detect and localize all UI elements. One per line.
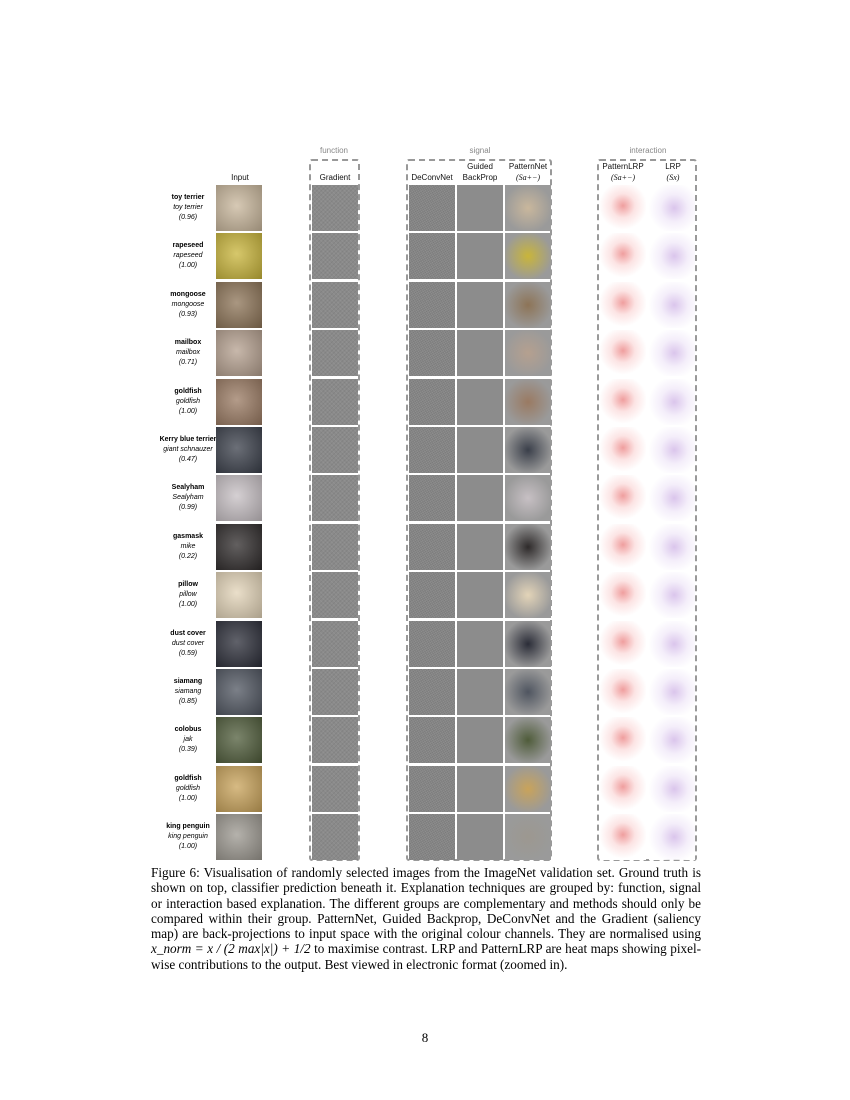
patternlrp-heatmap [600, 233, 646, 279]
deconvnet-map [409, 766, 455, 812]
prediction-label: toy terrier [173, 204, 203, 211]
column-header-deconvnet: DeConvNet [411, 173, 453, 182]
lrp-heatmap [649, 766, 695, 812]
gradient-map [312, 282, 358, 328]
input-image [216, 766, 262, 812]
input-image [216, 233, 262, 279]
patternnet-map [505, 330, 551, 376]
row-label [152, 532, 224, 562]
confidence-label: (0.85) [178, 698, 198, 705]
prediction-label: goldfish [175, 398, 201, 405]
deconvnet-map [409, 572, 455, 618]
patternnet-map [505, 475, 551, 521]
caption-part2: to maximise contrast. LRP and PatternLRP are heat maps showing pixel-wise contributions to the output. Best viewed in electronic format (zoomed in). [151, 941, 701, 972]
input-image [216, 524, 262, 570]
patternnet-line2: (Sa+−) [515, 173, 541, 182]
row-label [152, 387, 224, 417]
guided-backprop-map [457, 475, 503, 521]
patternlrp-heatmap [600, 379, 646, 425]
patternnet-map [505, 572, 551, 618]
gradient-map [312, 330, 358, 376]
ground-truth-label: siamang [173, 678, 203, 685]
gradient-map [312, 185, 358, 231]
gradient-map [312, 621, 358, 667]
deconvnet-map [409, 427, 455, 473]
prediction-label: mongoose [171, 301, 205, 308]
lrp-heatmap [649, 185, 695, 231]
guided-backprop-map [457, 282, 503, 328]
patternlrp-heatmap [600, 717, 646, 763]
prediction-label: dust cover [171, 640, 205, 647]
guided-backprop-map [457, 572, 503, 618]
lrp-heatmap [649, 621, 695, 667]
gradient-map [312, 427, 358, 473]
row-label [152, 338, 224, 368]
patternlrp-line2: (Sa+−) [610, 173, 636, 182]
confidence-label: (0.71) [178, 359, 198, 366]
input-image [216, 814, 262, 860]
ground-truth-label: goldfish [174, 388, 202, 395]
ground-truth-label: rapeseed [172, 242, 204, 249]
patternlrp-heatmap [600, 621, 646, 667]
column-header-patternnet [504, 161, 552, 183]
deconvnet-map [409, 185, 455, 231]
confidence-label: (0.93) [178, 311, 198, 318]
confidence-label: (0.59) [178, 650, 198, 657]
row-label [152, 483, 224, 513]
patternnet-map [505, 524, 551, 570]
ground-truth-label: mailbox [174, 339, 202, 346]
confidence-label: (0.99) [178, 504, 198, 511]
prediction-label: giant schnauzer [163, 446, 213, 453]
lrp-line2: (Sx) [666, 173, 680, 182]
lrp-heatmap [649, 814, 695, 860]
column-header-gradient: Gradient [319, 173, 351, 182]
confidence-label: (1.00) [178, 408, 198, 415]
row-label [152, 629, 224, 659]
patternlrp-heatmap [600, 814, 646, 860]
group-title-interaction: interaction [629, 146, 667, 155]
gradient-map [312, 717, 358, 763]
ground-truth-label: toy terrier [171, 194, 205, 201]
gradient-map [312, 475, 358, 521]
ground-truth-label: gasmask [173, 533, 203, 540]
prediction-label: siamang [174, 688, 202, 695]
patternlrp-heatmap [600, 185, 646, 231]
input-image [216, 572, 262, 618]
patternlrp-heatmap [600, 330, 646, 376]
patternnet-map [505, 185, 551, 231]
page-number: 8 [421, 1030, 429, 1045]
input-image [216, 621, 262, 667]
group-title-signal: signal [469, 146, 491, 155]
confidence-label: (0.96) [178, 214, 198, 221]
prediction-label: mike [180, 543, 196, 550]
gradient-map [312, 766, 358, 812]
confidence-label: (1.00) [178, 843, 198, 850]
prediction-label: jak [183, 736, 193, 743]
confidence-label: (0.22) [178, 553, 198, 560]
patternlrp-heatmap [600, 524, 646, 570]
guided-backprop-map [457, 766, 503, 812]
lrp-heatmap [649, 524, 695, 570]
row-label [152, 774, 224, 804]
patternnet-map [505, 282, 551, 328]
prediction-label: pillow [179, 591, 197, 598]
deconvnet-map [409, 524, 455, 570]
lrp-heatmap [649, 717, 695, 763]
gradient-map [312, 572, 358, 618]
ground-truth-label: colobus [174, 726, 202, 733]
confidence-label: (1.00) [178, 601, 198, 608]
column-header-patternlrp [599, 161, 647, 183]
input-image [216, 717, 262, 763]
group-title-function: function [319, 146, 349, 155]
caption-formula: x_norm = x / (2 max|x|) + 1/2 [151, 941, 311, 957]
gradient-map [312, 814, 358, 860]
patternnet-map [505, 766, 551, 812]
guided-line2: BackProp [462, 173, 498, 182]
lrp-line1: LRP [665, 162, 681, 171]
row-label [152, 677, 224, 707]
lrp-heatmap [649, 427, 695, 473]
patternlrp-heatmap [600, 766, 646, 812]
guided-backprop-map [457, 379, 503, 425]
ground-truth-label: king penguin [166, 823, 210, 830]
patternnet-map [505, 669, 551, 715]
ground-truth-label: mongoose [170, 291, 206, 298]
gradient-map [312, 233, 358, 279]
patternlrp-heatmap [600, 475, 646, 521]
lrp-heatmap [649, 330, 695, 376]
guided-backprop-map [457, 621, 503, 667]
prediction-label: goldfish [175, 785, 201, 792]
guided-backprop-map [457, 669, 503, 715]
patternlrp-heatmap [600, 669, 646, 715]
guided-backprop-map [457, 427, 503, 473]
ground-truth-label: pillow [178, 581, 198, 588]
deconvnet-map [409, 330, 455, 376]
deconvnet-map [409, 814, 455, 860]
row-label [152, 725, 224, 755]
input-image [216, 669, 262, 715]
deconvnet-map [409, 379, 455, 425]
deconvnet-map [409, 621, 455, 667]
input-image [216, 379, 262, 425]
lrp-heatmap [649, 379, 695, 425]
lrp-heatmap [649, 669, 695, 715]
lrp-heatmap [649, 475, 695, 521]
guided-backprop-map [457, 185, 503, 231]
input-image [216, 330, 262, 376]
deconvnet-map [409, 282, 455, 328]
gradient-map [312, 524, 358, 570]
patternlrp-heatmap [600, 572, 646, 618]
patternnet-line1: PatternNet [508, 162, 548, 171]
row-label [152, 435, 224, 465]
patternnet-map [505, 717, 551, 763]
ground-truth-label: Sealyham [171, 484, 205, 491]
deconvnet-map [409, 233, 455, 279]
patternnet-map [505, 427, 551, 473]
confidence-label: (0.39) [178, 746, 198, 753]
confidence-label: (1.00) [178, 262, 198, 269]
input-image [216, 282, 262, 328]
row-label [152, 822, 224, 852]
gradient-map [312, 379, 358, 425]
patternnet-map [505, 379, 551, 425]
prediction-label: Sealyham [172, 494, 204, 501]
deconvnet-map [409, 669, 455, 715]
row-label [152, 290, 224, 320]
guided-line1: Guided [467, 162, 493, 171]
column-header-lrp [649, 161, 697, 183]
guided-backprop-map [457, 330, 503, 376]
row-label [152, 193, 224, 223]
prediction-label: king penguin [168, 833, 208, 840]
column-header-input: Input [231, 173, 249, 182]
ground-truth-label: Kerry blue terrier [159, 436, 217, 443]
deconvnet-map [409, 717, 455, 763]
ground-truth-label: dust cover [170, 630, 206, 637]
deconvnet-map [409, 475, 455, 521]
patternlrp-line1: PatternLRP [602, 162, 644, 171]
row-label [152, 580, 224, 610]
guided-backprop-map [457, 717, 503, 763]
lrp-heatmap [649, 572, 695, 618]
confidence-label: (0.47) [178, 456, 198, 463]
patternnet-map [505, 621, 551, 667]
patternlrp-heatmap [600, 427, 646, 473]
patternlrp-heatmap [600, 282, 646, 328]
lrp-heatmap [649, 282, 695, 328]
input-image [216, 185, 262, 231]
lrp-heatmap [649, 233, 695, 279]
patternnet-map [505, 233, 551, 279]
column-header-guided-backprop [456, 161, 504, 183]
prediction-label: rapeseed [173, 252, 203, 259]
gradient-map [312, 669, 358, 715]
ground-truth-label: goldfish [174, 775, 202, 782]
guided-backprop-map [457, 233, 503, 279]
guided-backprop-map [457, 524, 503, 570]
input-image [216, 475, 262, 521]
confidence-label: (1.00) [178, 795, 198, 802]
caption-part1: Figure 6: Visualisation of randomly selected images from the ImageNet validation set. Ground truth is shown on top, classifier prediction beneath it. Explanation techniques are grouped by: function, signal or interaction based explanation. The different groups are complementary and methods should only be compared within their group. PatternNet, Guided Backprop, DeConvNet and the Gradient (saliency map) are back-projections to input space with the original colour channels. They are normalised using [151, 865, 701, 942]
guided-backprop-map [457, 814, 503, 860]
figure-caption [151, 865, 701, 972]
input-image [216, 427, 262, 473]
patternnet-map [505, 814, 551, 860]
row-label [152, 241, 224, 271]
prediction-label: mailbox [175, 349, 201, 356]
